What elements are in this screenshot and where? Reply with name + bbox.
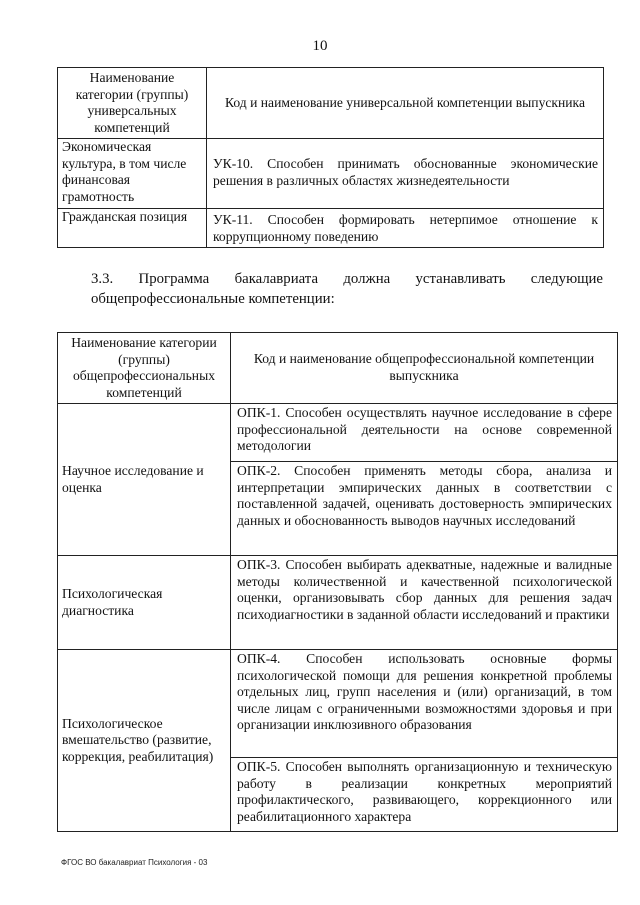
- category-cell: Психологическое вмешательство (развитие, коррекция, реабилитация): [58, 650, 231, 832]
- category-cell: Психологическая диагностика: [58, 556, 231, 650]
- competence-cell: ОПК-5. Способен выполнять организационную и техническую работу в реализации конкретных мероприятий профилактического, развивающего, коррекционного или реабилитационного характера: [231, 758, 618, 832]
- general-professional-competencies-table: [57, 332, 618, 832]
- competence-cell: ОПК-4. Способен использовать основные формы психологической помощи для решения конкретной проблемы отдельных лиц, групп населения и (или) организаций, в том числе лицам с ограниченными возможностями здоровья и при организации инклюзивного образования: [231, 650, 618, 758]
- competence-cell: УК-10. Способен принимать обоснованные экономические решения в различных областях жизнедеятельности: [207, 139, 604, 209]
- category-cell: Научное исследование и оценка: [58, 404, 231, 556]
- competence-cell: ОПК-1. Способен осуществлять научное исследование в сфере профессиональной деятельности на основе современной методологии: [231, 404, 618, 462]
- table-row: [58, 139, 604, 209]
- table-header-row: [58, 68, 604, 139]
- footer-doc-reference: ФГОС ВО бакалавриат Психология - 03: [61, 858, 208, 867]
- table-row: [58, 556, 618, 650]
- category-cell: Экономическая культура, в том числе финансовая грамотность: [58, 139, 207, 209]
- table2-header-code: Код и наименование общепрофессиональной компетенции выпускника: [231, 333, 618, 404]
- table-header-row: [58, 333, 618, 404]
- page-number: 10: [312, 38, 328, 54]
- universal-competencies-table: [57, 67, 604, 248]
- table-row: [58, 404, 618, 462]
- table-row: [58, 650, 618, 758]
- category-cell: Гражданская позиция: [58, 209, 207, 248]
- competence-cell: УК-11. Способен формировать нетерпимое отношение к коррупционному поведению: [207, 209, 604, 248]
- section-paragraph-line1: 3.3. Программа бакалавриата должна устанавливать следующие: [91, 271, 603, 287]
- table-row: [58, 209, 604, 248]
- section-paragraph-line2: общепрофессиональные компетенции:: [91, 291, 335, 307]
- table1-header-category: Наименование категории (группы) универсальных компетенций: [58, 68, 207, 139]
- competence-cell: ОПК-3. Способен выбирать адекватные, надежные и валидные методы количественной и качественной психологической оценки, организовывать сбор данных для решения задач психодиагностики в заданной области исследований и практики: [231, 556, 618, 650]
- competence-cell: ОПК-2. Способен применять методы сбора, анализа и интерпретации эмпирических данных в соответствии с поставленной задачей, оценивать достоверность эмпирических данных и обоснованность выводов научных исследований: [231, 462, 618, 556]
- table2-header-category: Наименование категории (группы) общепрофессиональных компетенций: [58, 333, 231, 404]
- table1-header-code: Код и наименование универсальной компетенции выпускника: [207, 68, 604, 139]
